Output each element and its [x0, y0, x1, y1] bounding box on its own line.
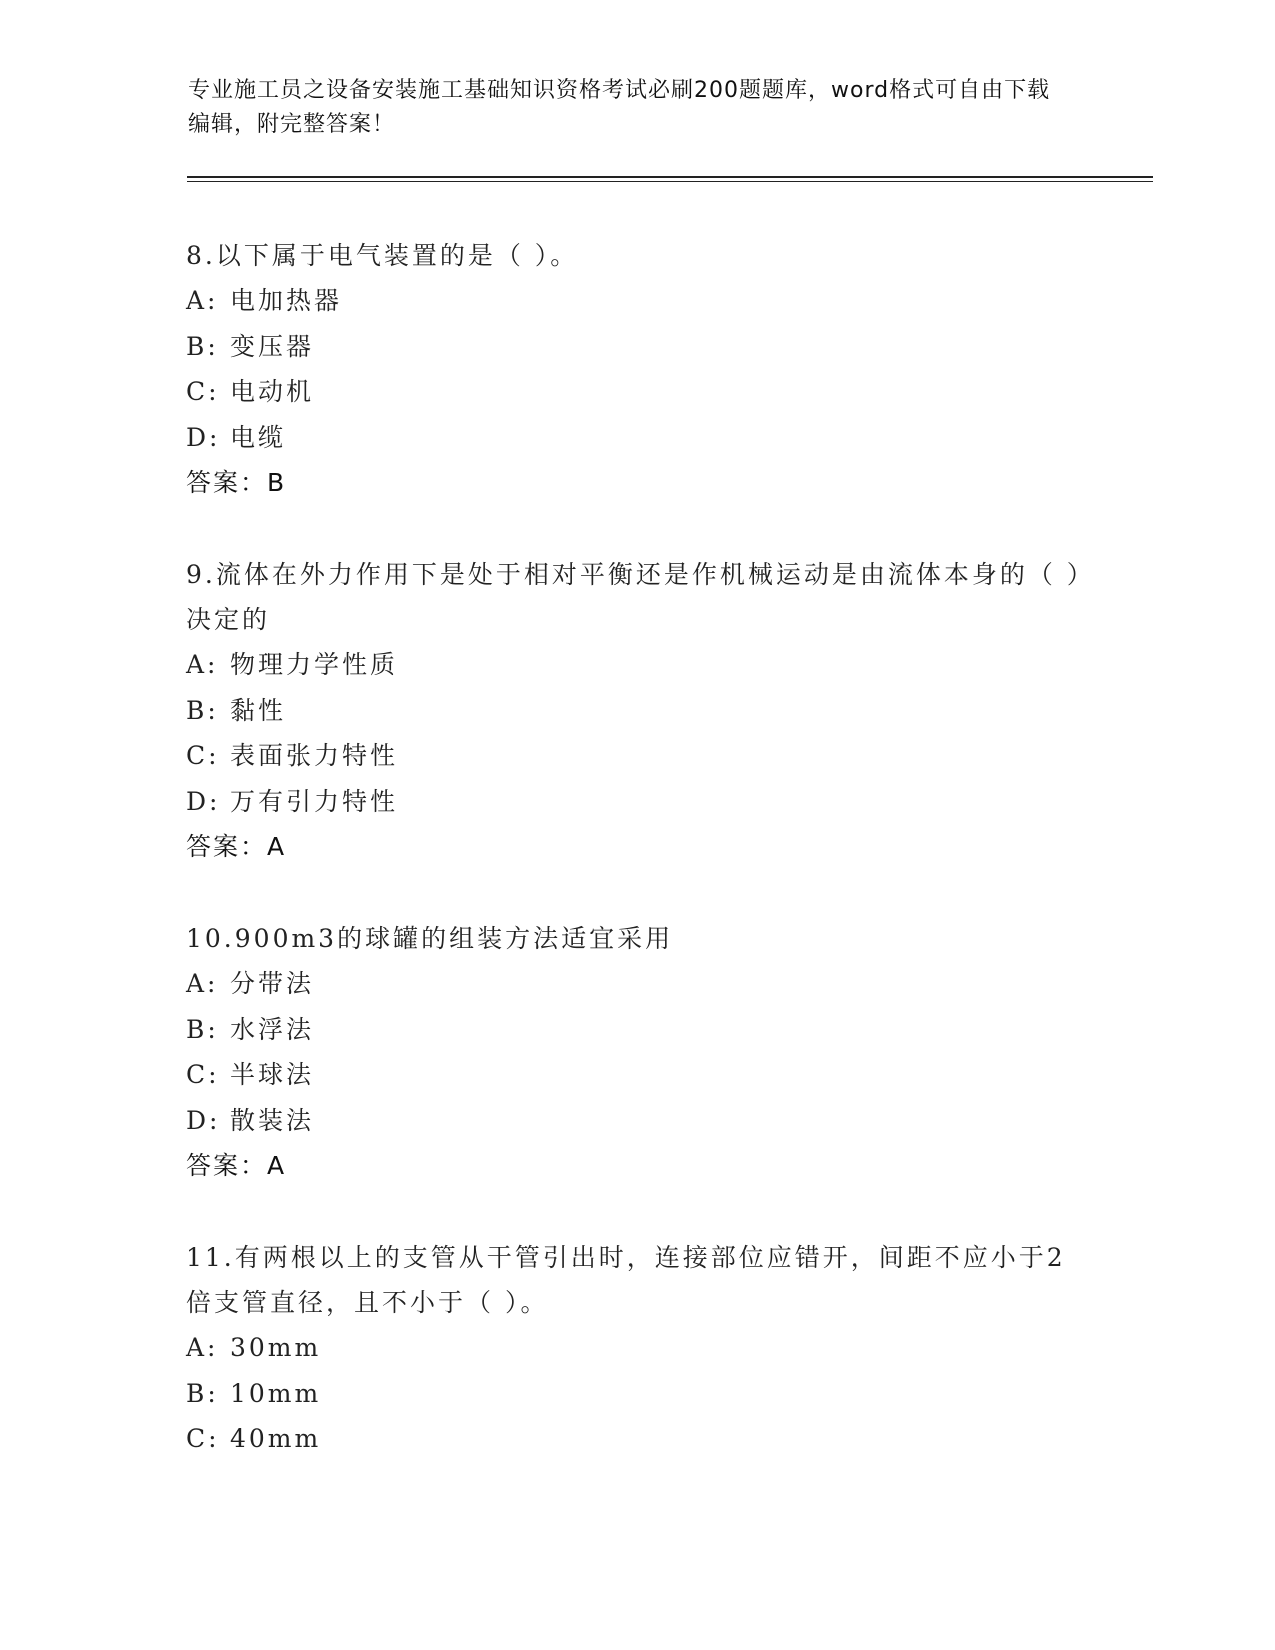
option-letter: D: [186, 1105, 221, 1135]
option-c [186, 1416, 1086, 1462]
option-text: 电缆 [230, 422, 287, 452]
option-text: 电动机 [230, 377, 315, 406]
question-8 [186, 233, 1086, 505]
option-text: 分带法 [230, 969, 315, 998]
option-letter: A: [186, 1333, 219, 1362]
option-text: 黏性 [230, 695, 287, 725]
option-d [186, 415, 1086, 461]
option-a [186, 1325, 1086, 1371]
answer-line: 答案：A [186, 832, 287, 861]
option-letter: D: [186, 786, 221, 816]
question-stem: 10.900m3的球罐的组装方法适宜采用 [186, 924, 674, 953]
option-letter: D: [186, 422, 221, 452]
header-divider-thin [187, 181, 1153, 182]
option-text: 水浮法 [230, 1014, 315, 1044]
option-b [186, 324, 1086, 370]
option-d [186, 1098, 1086, 1144]
option-text: 万有引力特性 [230, 786, 399, 816]
answer-line: 答案：B [186, 468, 287, 497]
option-c [186, 369, 1086, 415]
option-letter: C: [186, 741, 220, 770]
option-a [186, 961, 1086, 1007]
option-letter: A: [186, 286, 219, 315]
option-letter: C: [186, 1424, 220, 1453]
option-text: 半球法 [230, 1060, 315, 1089]
answer-line: 答案：A [186, 1151, 287, 1180]
question-stem: 11.有两根以上的支管从干管引出时，连接部位应错开，间距不应小于2倍支管直径，且不小于（ ）。 [186, 1243, 1066, 1317]
option-text: 10mm [230, 1378, 322, 1408]
question-9 [186, 552, 1086, 869]
option-letter: A: [186, 969, 219, 998]
option-letter: C: [186, 1060, 220, 1089]
option-text: 30mm [230, 1333, 322, 1362]
option-b [186, 1007, 1086, 1053]
option-c [186, 733, 1086, 779]
option-letter: B: [186, 1378, 219, 1408]
option-text: 变压器 [230, 331, 315, 361]
option-text: 40mm [230, 1424, 322, 1453]
question-10 [186, 916, 1086, 1188]
question-stem: 9.流体在外力作用下是处于相对平衡还是作机械运动是由流体本身的（ ）决定的 [186, 560, 1083, 634]
option-letter: B: [186, 1014, 219, 1044]
option-text: 表面张力特性 [230, 741, 399, 770]
option-c [186, 1052, 1086, 1098]
option-a [186, 278, 1086, 324]
option-text: 电加热器 [230, 286, 343, 315]
option-d [186, 779, 1086, 825]
option-text: 物理力学性质 [230, 650, 399, 679]
question-11 [186, 1235, 1086, 1462]
option-b [186, 1371, 1086, 1417]
option-letter: B: [186, 695, 219, 725]
option-b [186, 688, 1086, 734]
option-letter: A: [186, 650, 219, 679]
header-divider-thick [187, 176, 1153, 178]
option-text: 散装法 [230, 1105, 315, 1135]
document-header-title: 专业施工员之设备安装施工基础知识资格考试必刷200题题库，word格式可自由下载编辑，附完整答案！ [188, 78, 1051, 137]
option-letter: C: [186, 377, 220, 406]
question-stem: 8.以下属于电气装置的是（ ）。 [186, 241, 579, 270]
option-letter: B: [186, 331, 219, 361]
option-a [186, 642, 1086, 688]
